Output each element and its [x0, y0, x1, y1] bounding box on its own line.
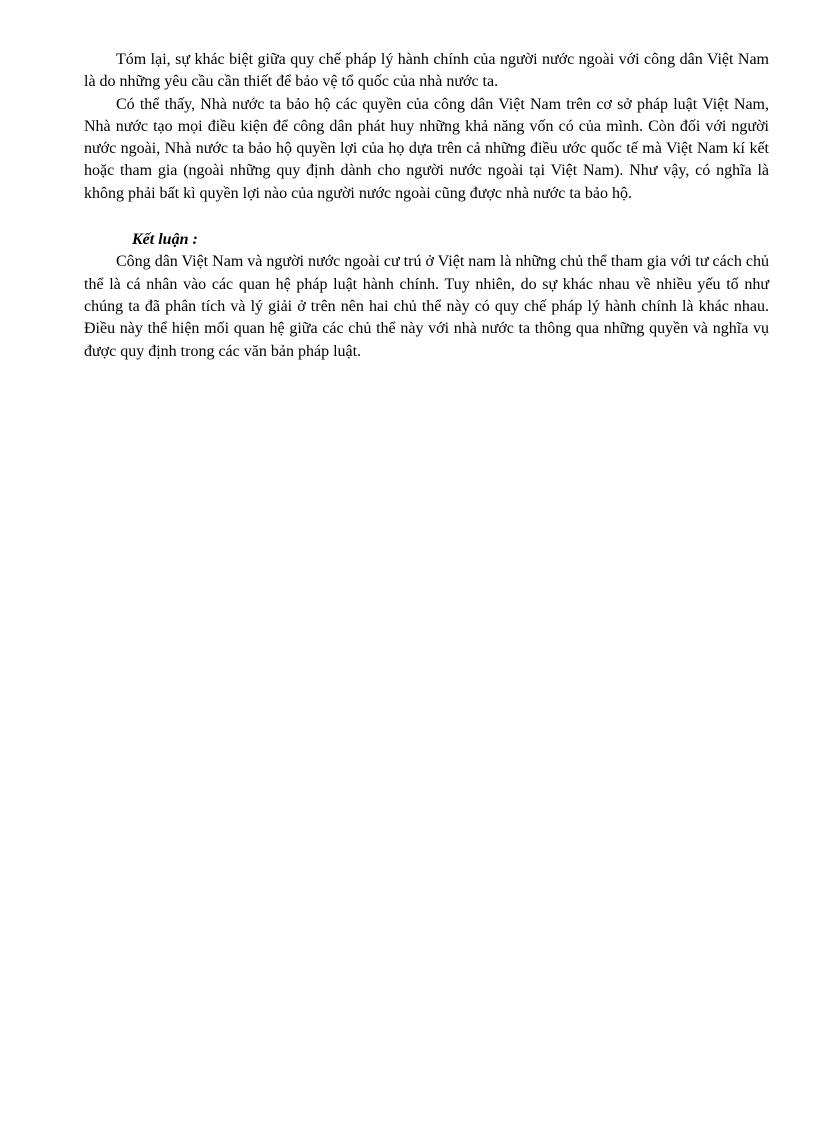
document-page — [84, 49, 769, 363]
paragraph-spacer — [84, 205, 769, 229]
paragraph-summary: Tóm lại, sự khác biệt giữa quy chế pháp lý hành chính của người nước ngoài với công dân Việt Nam là do những yêu cầu cần thiết để bảo vệ tổ quốc của nhà nước ta. — [84, 51, 769, 91]
conclusion-heading: Kết luận : — [132, 231, 198, 249]
paragraph-conclusion: Công dân Việt Nam và người nước ngoài cư trú ở Việt nam là những chủ thể tham gia với tư cách chủ thể là cá nhân vào các quan hệ pháp luật hành chính. Tuy nhiên, do sự khác nhau về nhiều yếu tố như chúng ta đã phân tích và lý giải ở trên nên hai chủ thể này có quy chế pháp lý hành chính là khác nhau. Điều này thể hiện mối quan hệ giữa các chủ thể này với nhà nước ta thông qua những quyền và nghĩa vụ được quy định trong các văn bản pháp luật. — [84, 253, 769, 360]
paragraph-protection: Có thể thấy, Nhà nước ta bảo hộ các quyền của công dân Việt Nam trên cơ sở pháp luật Việt Nam, Nhà nước tạo mọi điều kiện để công dân phát huy những khả năng vốn có của mình. Còn đối với người nước ngoài, Nhà nước ta bảo hộ quyền lợi của họ dựa trên cả những điều ước quốc tế mà Việt Nam kí kết hoặc tham gia (ngoài những quy định dành cho người nước ngoài tại Việt Nam). Như vậy, có nghĩa là không phải bất kì quyền lợi nào của người nước ngoài cũng được nhà nước ta bảo hộ. — [84, 95, 769, 202]
